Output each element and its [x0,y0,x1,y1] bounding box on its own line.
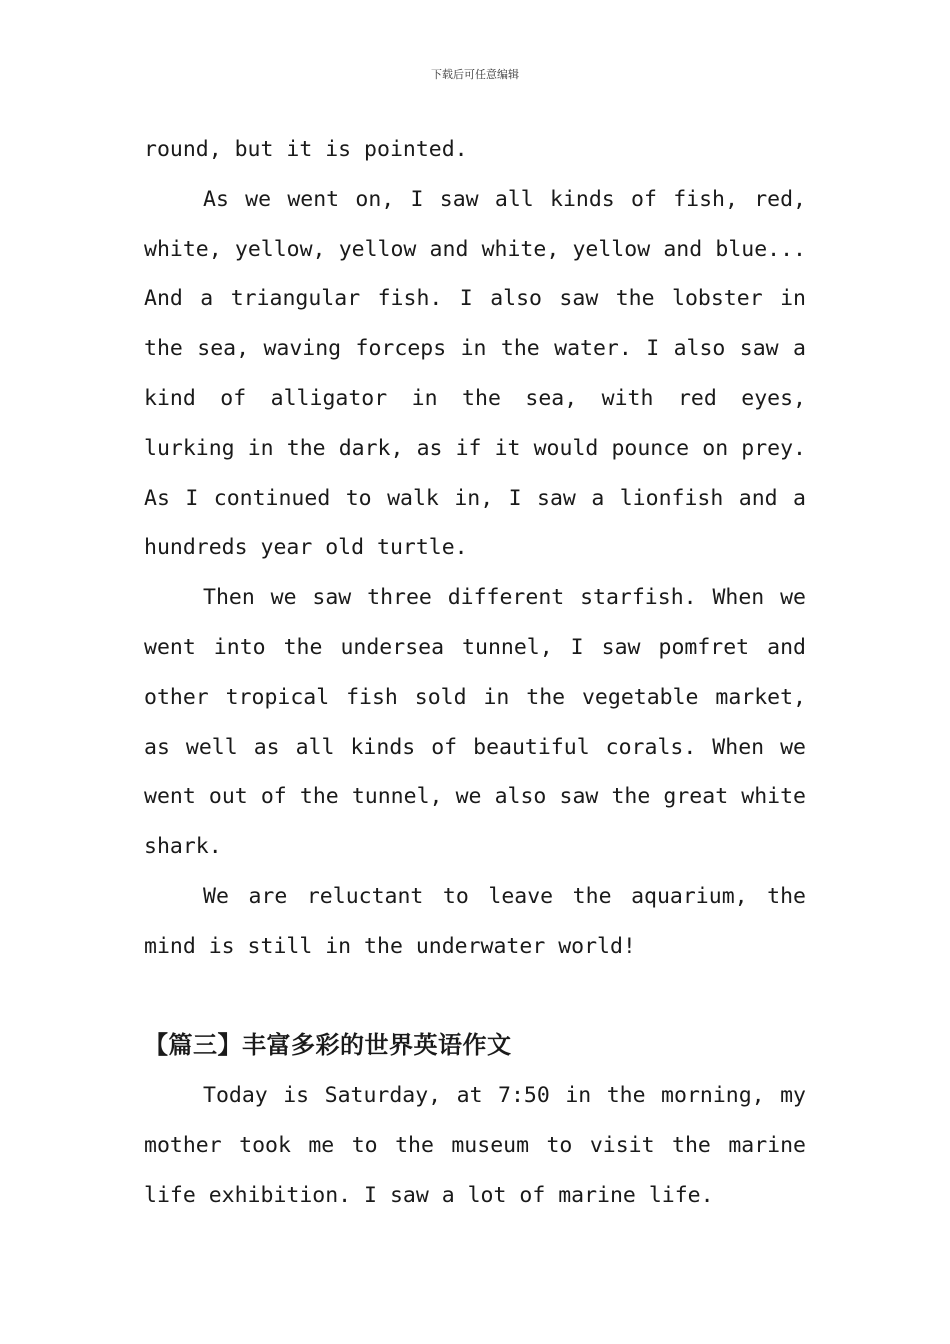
page-header-note: 下载后可任意编辑 [431,68,519,81]
section-heading: 【篇三】丰富多彩的世界英语作文 [144,1031,512,1060]
document-body [144,125,806,1221]
paragraph-fish-kinds: As we went on, I saw all kinds of fish, red, white, yellow, yellow and white, yellow and blue... And a triangular fish. I also saw the lobster in the sea, waving forceps in the water. I also saw a kind of alligator in the sea, with red eyes, lurking in the dark, as if it would pounce on prey. As I continued to walk in, I saw a lionfish and a hundreds year old turtle. [144,186,806,561]
paragraph-starfish-tunnel: Then we saw three different starfish. When we went into the undersea tunnel, I saw pomfret and other tropical fish sold in the vegetable market, as well as all kinds of beautiful corals. When we went out of the tunnel, we also saw the great white shark. [144,585,806,860]
paragraph-continuation: round, but it is pointed. [144,137,468,162]
paragraph-saturday: Today is Saturday, at 7:50 in the morning, my mother took me to the museum to visit the marine life exhibition. I saw a lot of marine life. [144,1083,806,1208]
paragraph-reluctant: We are reluctant to leave the aquarium, the mind is still in the underwater world! [144,883,806,959]
